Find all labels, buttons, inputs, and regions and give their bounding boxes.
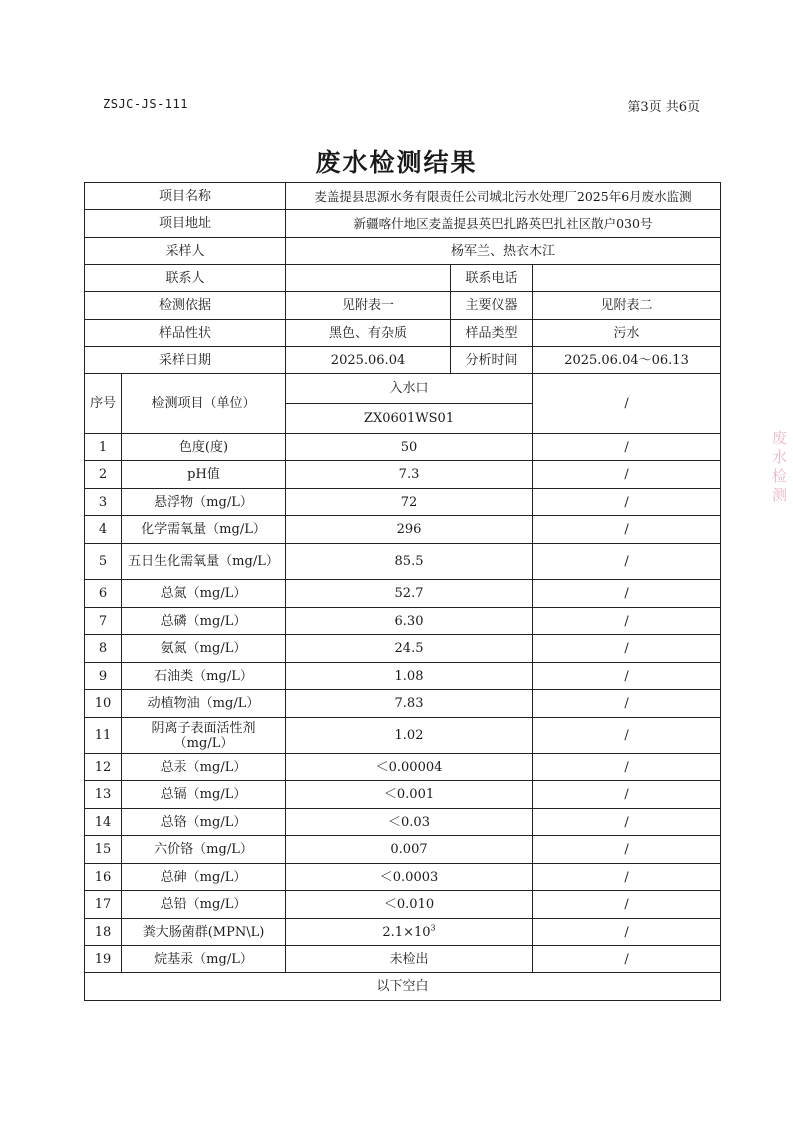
seq-header: 序号 (85, 374, 122, 434)
row-extra: / (533, 718, 721, 754)
row-extra: / (533, 754, 721, 781)
table-row (85, 580, 721, 608)
row-value: 24.5 (286, 635, 533, 663)
row-item: 悬浮物（mg/L） (122, 489, 286, 516)
row-extra: / (533, 489, 721, 516)
seam-stamp: 废水检测 (770, 430, 788, 506)
row-extra: / (533, 516, 721, 544)
row-item: 总氮（mg/L） (122, 580, 286, 608)
row-number: 7 (85, 608, 122, 635)
row-value: 85.5 (286, 544, 533, 580)
row-number: 19 (85, 946, 122, 973)
row-item: 六价铬（mg/L） (122, 836, 286, 864)
row-value: 未检出 (286, 946, 533, 973)
instrument-label: 主要仪器 (451, 292, 533, 320)
blank-below-note: 以下空白 (85, 973, 721, 1001)
row-extra: / (533, 864, 721, 891)
row-value: ＜0.03 (286, 809, 533, 836)
table-row (85, 781, 721, 809)
row-extra: / (533, 836, 721, 864)
row-extra: / (533, 891, 721, 919)
info-row-project-address (85, 210, 721, 238)
table-row (85, 544, 721, 580)
type-value: 污水 (533, 320, 721, 347)
document-code: ZSJC-JS-111 (103, 97, 188, 111)
table-row (85, 919, 721, 946)
row-value: 52.7 (286, 580, 533, 608)
row-item-line1: 阴离子表面活性剂 (151, 720, 256, 736)
table-row (85, 718, 721, 754)
table-row (85, 690, 721, 718)
info-row-date (85, 347, 721, 374)
row-item: 色度(度) (122, 434, 286, 461)
row-item: 化学需氧量（mg/L） (122, 516, 286, 544)
row-number: 2 (85, 461, 122, 489)
table-row (85, 608, 721, 635)
row-item (122, 718, 286, 754)
row-item: 五日生化需氧量（mg/L） (122, 544, 286, 580)
phone-label: 联系电话 (451, 265, 533, 292)
row-number: 1 (85, 434, 122, 461)
row-number: 14 (85, 809, 122, 836)
project-name-value: 麦盖提县思源水务有限责任公司城北污水处理厂2025年6月废水监测 (286, 183, 721, 210)
table-row (85, 809, 721, 836)
row-number: 16 (85, 864, 122, 891)
row-value: 0.007 (286, 836, 533, 864)
date-label: 采样日期 (85, 347, 286, 374)
row-extra: / (533, 635, 721, 663)
results-table (84, 182, 721, 1001)
table-row (85, 516, 721, 544)
row-extra: / (533, 690, 721, 718)
row-extra: / (533, 663, 721, 690)
row-extra: / (533, 781, 721, 809)
row-value: 7.83 (286, 690, 533, 718)
row-number: 9 (85, 663, 122, 690)
row-extra: / (533, 461, 721, 489)
info-row-project-name (85, 183, 721, 210)
row-number: 8 (85, 635, 122, 663)
info-row-basis (85, 292, 721, 320)
row-value: 1.08 (286, 663, 533, 690)
row-number: 10 (85, 690, 122, 718)
sampler-label: 采样人 (85, 238, 286, 265)
row-value: 50 (286, 434, 533, 461)
row-number: 15 (85, 836, 122, 864)
table-row (85, 836, 721, 864)
row-item: pH值 (122, 461, 286, 489)
sampler-value: 杨军兰、热衣木江 (286, 238, 721, 265)
row-number: 6 (85, 580, 122, 608)
contact-value (286, 265, 451, 292)
row-value-base: 2.1×10 (382, 924, 431, 940)
contact-label: 联系人 (85, 265, 286, 292)
extra-column-header: / (533, 374, 721, 434)
info-row-sampler (85, 238, 721, 265)
table-row (85, 946, 721, 973)
sampling-point-header: 入水口 (286, 374, 533, 404)
row-value (286, 919, 533, 946)
row-extra: / (533, 809, 721, 836)
results-header-row (85, 374, 721, 404)
row-number: 3 (85, 489, 122, 516)
table-row (85, 891, 721, 919)
date-value: 2025.06.04 (286, 347, 451, 374)
project-address-label: 项目地址 (85, 210, 286, 238)
instrument-value: 见附表二 (533, 292, 721, 320)
row-value: 296 (286, 516, 533, 544)
analysis-label: 分析时间 (451, 347, 533, 374)
row-item: 氨氮（mg/L） (122, 635, 286, 663)
row-item: 总铅（mg/L） (122, 891, 286, 919)
row-number: 12 (85, 754, 122, 781)
row-value: ＜0.001 (286, 781, 533, 809)
table-row (85, 663, 721, 690)
row-item: 石油类（mg/L） (122, 663, 286, 690)
row-value: 7.3 (286, 461, 533, 489)
row-value: 72 (286, 489, 533, 516)
row-number: 5 (85, 544, 122, 580)
page-number: 第3页 共6页 (627, 100, 700, 115)
table-row (85, 754, 721, 781)
table-row (85, 461, 721, 489)
row-extra: / (533, 580, 721, 608)
footer-row (85, 973, 721, 1001)
property-value: 黑色、有杂质 (286, 320, 451, 347)
row-item: 总磷（mg/L） (122, 608, 286, 635)
row-number: 4 (85, 516, 122, 544)
item-header: 检测项目（单位） (122, 374, 286, 434)
row-extra: / (533, 946, 721, 973)
row-extra: / (533, 544, 721, 580)
project-address-value: 新疆喀什地区麦盖提县英巴扎路英巴扎社区散户030号 (286, 210, 721, 238)
table-row (85, 864, 721, 891)
table-row (85, 489, 721, 516)
row-number: 11 (85, 718, 122, 754)
row-number: 17 (85, 891, 122, 919)
info-row-contact (85, 265, 721, 292)
row-item-line2: （mg/L） (173, 735, 234, 751)
row-value-exponent: 3 (430, 923, 436, 933)
table-row (85, 635, 721, 663)
row-extra: / (533, 608, 721, 635)
property-label: 样品性状 (85, 320, 286, 347)
row-item: 粪大肠菌群(MPN\L) (122, 919, 286, 946)
info-row-property (85, 320, 721, 347)
row-number: 18 (85, 919, 122, 946)
page-title: 废水检测结果 (315, 148, 478, 177)
phone-value (533, 265, 721, 292)
row-item: 总铬（mg/L） (122, 809, 286, 836)
row-value: 1.02 (286, 718, 533, 754)
table-row (85, 434, 721, 461)
row-extra: / (533, 434, 721, 461)
row-value: 6.30 (286, 608, 533, 635)
row-item: 总砷（mg/L） (122, 864, 286, 891)
row-item: 动植物油（mg/L） (122, 690, 286, 718)
row-item: 烷基汞（mg/L） (122, 946, 286, 973)
analysis-value: 2025.06.04～06.13 (533, 347, 721, 374)
row-value: ＜0.00004 (286, 754, 533, 781)
sample-id: ZX0601WS01 (286, 404, 533, 434)
row-item: 总汞（mg/L） (122, 754, 286, 781)
type-label: 样品类型 (451, 320, 533, 347)
basis-label: 检测依据 (85, 292, 286, 320)
row-item: 总镉（mg/L） (122, 781, 286, 809)
basis-value: 见附表一 (286, 292, 451, 320)
row-extra: / (533, 919, 721, 946)
row-value: ＜0.010 (286, 891, 533, 919)
row-value: ＜0.0003 (286, 864, 533, 891)
row-number: 13 (85, 781, 122, 809)
project-name-label: 项目名称 (85, 183, 286, 210)
